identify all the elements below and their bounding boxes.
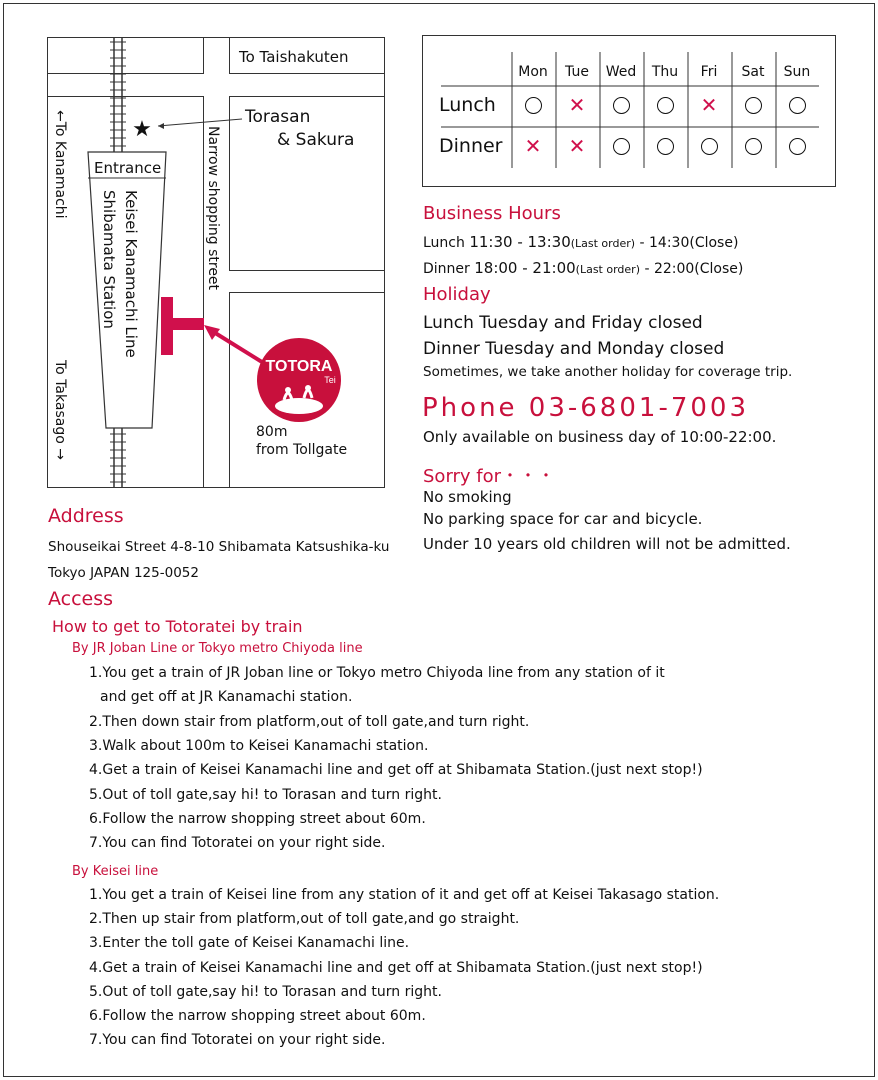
- route-step: 5.Out of toll gate,say hi! to Torasan and turn right.: [89, 786, 442, 803]
- access-title: Access: [48, 588, 114, 610]
- route-step: 3.Enter the toll gate of Keisei Kanamachi line.: [89, 935, 410, 952]
- open-mark: [778, 138, 816, 159]
- label-from-tollgate: from Tollgate: [256, 442, 348, 458]
- label-sakura: & Sakura: [277, 130, 355, 150]
- business-hours-title: Business Hours: [423, 203, 561, 224]
- dinner-hours-time: 18:00 - 21:00: [474, 259, 576, 277]
- schedule-day-header: Fri: [700, 64, 718, 80]
- route-step: 3.Walk about 100m to Keisei Kanamachi station.: [89, 737, 429, 754]
- access-subtitle: How to get to Totoratei by train: [52, 617, 303, 636]
- sorry-item-1: No smoking: [423, 488, 512, 506]
- open-mark: [778, 97, 816, 118]
- route2-title: By Keisei line: [72, 864, 159, 879]
- label-torasan: Torasan: [245, 107, 311, 127]
- address-line-1: Shouseikai Street 4-8-10 Shibamata Katsushika-ku: [48, 539, 390, 555]
- dinner-close: - 22:00(Close): [644, 261, 744, 277]
- open-mark: [734, 138, 772, 159]
- schedule-table: [422, 35, 836, 187]
- phone-note: Only available on business day of 10:00-22:00.: [423, 428, 777, 446]
- closed-mark: ✕: [568, 93, 586, 117]
- schedule-day-header: Wed: [605, 64, 637, 80]
- label-to-taishakuten: To Taishakuten: [239, 48, 349, 66]
- logo-subtext: Tei: [324, 375, 336, 385]
- phone-number[interactable]: Phone 03-6801-7003: [422, 393, 749, 423]
- sorry-title: Sorry for・・・: [423, 466, 556, 487]
- route-step: 7.You can find Totoratei on your right side.: [89, 835, 386, 852]
- route-step: 6.Follow the narrow shopping street about 60m.: [89, 810, 426, 827]
- holiday-note: Sometimes, we take another holiday for coverage trip.: [423, 364, 793, 380]
- label-entrance: Entrance: [94, 159, 162, 177]
- address-title: Address: [48, 505, 124, 527]
- route1-title: By JR Joban Line or Tokyo metro Chiyoda line: [72, 641, 363, 656]
- open-mark: [690, 138, 728, 159]
- lunch-hours: [423, 233, 738, 251]
- sorry-item-2: No parking space for car and bicycle.: [423, 510, 703, 528]
- access-map: [47, 37, 385, 488]
- label-to-kanamachi: ←To Kanamachi: [52, 110, 68, 219]
- dinner-last-order: (Last order): [575, 263, 640, 276]
- route-step: 5.Out of toll gate,say hi! to Torasan and turn right.: [89, 983, 442, 1000]
- schedule-row-lunch-label: Lunch: [439, 94, 496, 116]
- open-mark: [514, 97, 552, 118]
- lunch-hours-time: 11:30 - 13:30: [469, 233, 571, 251]
- lunch-close: - 14:30(Close): [639, 235, 739, 251]
- open-mark: [646, 97, 684, 118]
- label-line-name: Keisei Kanamachi Line: [122, 190, 140, 358]
- schedule-day-header: Tue: [565, 64, 589, 80]
- open-mark: [646, 138, 684, 159]
- route-step: 4.Get a train of Keisei Kanamachi line and get off at Shibamata Station.(just next stop!): [89, 762, 703, 779]
- holiday-lunch: Lunch Tuesday and Friday closed: [423, 313, 703, 333]
- route-step: 1.You get a train of Keisei line from any station of it and get off at Keisei Takasago station.: [89, 887, 720, 903]
- label-narrow-street: Narrow shopping street: [205, 126, 221, 291]
- schedule-day-header: Sun: [783, 64, 811, 80]
- schedule-day-header: Thu: [651, 64, 679, 80]
- schedule-row-dinner-label: Dinner: [439, 135, 503, 157]
- holiday-title: Holiday: [423, 284, 491, 305]
- route-step: 4.Get a train of Keisei Kanamachi line and get off at Shibamata Station.(just next stop!): [89, 959, 703, 976]
- closed-mark: ✕: [524, 134, 542, 158]
- sorry-item-3: Under 10 years old children will not be admitted.: [423, 535, 791, 553]
- holiday-dinner: Dinner Tuesday and Monday closed: [423, 339, 725, 359]
- label-to-takasago: To Takasago →: [52, 360, 68, 460]
- label-station-name: Shibamata Station: [100, 190, 118, 329]
- open-mark: [734, 97, 772, 118]
- route-step: and get off at JR Kanamachi station.: [100, 689, 353, 706]
- route-step: 7.You can find Totoratei on your right side.: [89, 1032, 386, 1049]
- dinner-hours: [423, 259, 743, 277]
- route-step: 2.Then down stair from platform,out of toll gate,and turn right.: [89, 713, 530, 730]
- schedule-day-header: Sat: [741, 64, 765, 80]
- schedule-day-header: Mon: [518, 64, 548, 80]
- dinner-hours-label: Dinner: [423, 261, 470, 277]
- label-distance: 80m: [256, 424, 288, 440]
- logo-text: TOTORA: [265, 358, 333, 375]
- open-mark: [602, 97, 640, 118]
- route-step: 2.Then up stair from platform,out of toll gate,and go straight.: [89, 911, 520, 928]
- closed-mark: ✕: [700, 93, 718, 117]
- open-mark: [602, 138, 640, 159]
- lunch-last-order: (Last order): [570, 237, 636, 250]
- closed-mark: ✕: [568, 134, 586, 158]
- route-step: 1.You get a train of JR Joban line or Tokyo metro Chiyoda line from any station of it: [89, 665, 665, 681]
- lunch-hours-label: Lunch: [423, 235, 465, 251]
- address-line-2: Tokyo JAPAN 125-0052: [48, 565, 199, 581]
- svg-text:★: ★: [132, 117, 152, 142]
- route-step: 6.Follow the narrow shopping street about 60m.: [89, 1008, 426, 1024]
